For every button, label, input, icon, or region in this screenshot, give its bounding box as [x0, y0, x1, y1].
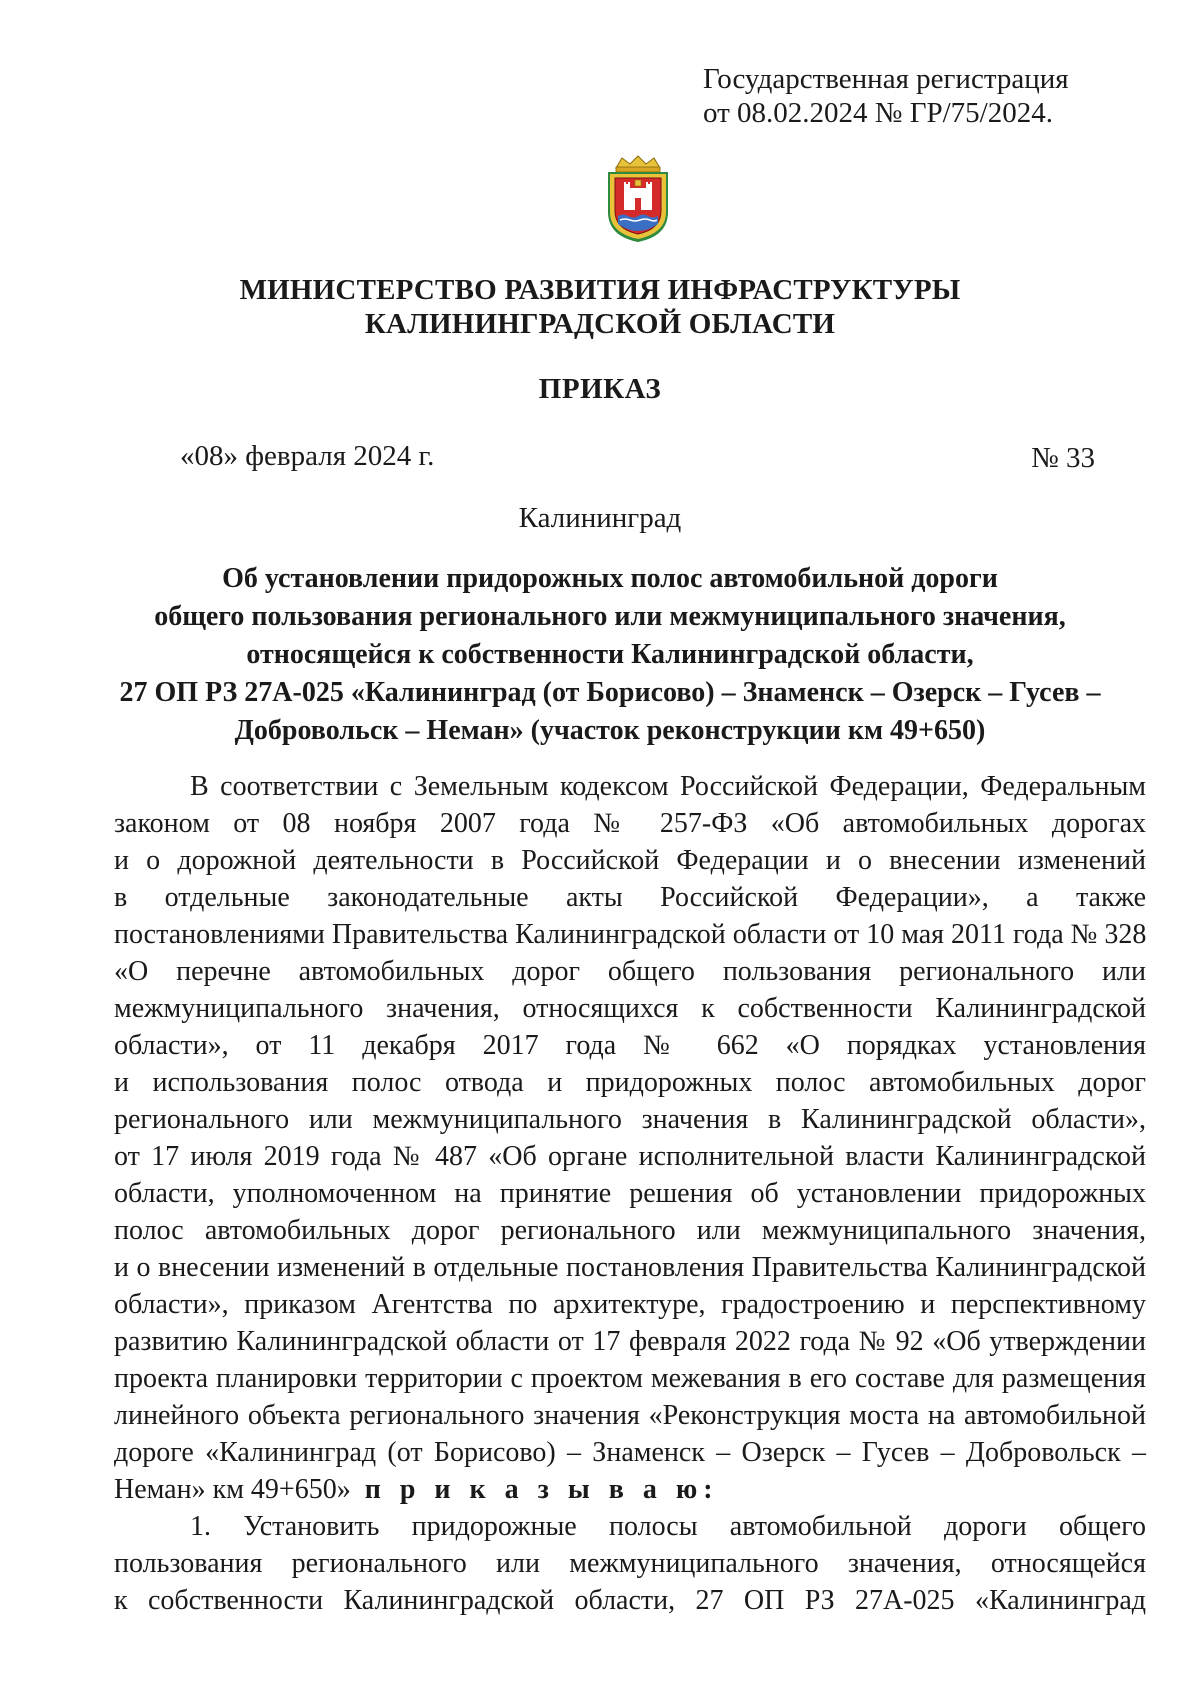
body-line: и о дорожной деятельности в Российской Федерации и о внесении изменений: [114, 845, 1146, 876]
body-line: «О перечне автомобильных дорог общего пользования регионального или: [114, 956, 1146, 987]
body-line: и использования полос отвода и придорожных полос автомобильных дорог: [114, 1067, 1146, 1098]
body-line: от 17 июля 2019 года № 487 «Об органе исполнительной власти Калининградской: [114, 1141, 1146, 1172]
subject-line-1: Об установлении придорожных полос автомобильной дороги: [222, 563, 998, 594]
ministry-line-1: МИНИСТЕРСТВО РАЗВИТИЯ ИНФРАСТРУКТУРЫ: [239, 274, 961, 306]
body-line: межмуниципального значения, относящихся к собственности Калининградской: [114, 993, 1146, 1024]
body-line: в отдельные законодательные акты Российской Федерации», а также: [114, 882, 1146, 913]
body-line: постановлениями Правительства Калининградской области от 10 мая 2011 года № 328: [114, 919, 1147, 950]
order-directive: п р и к а з ы в а ю:: [364, 1474, 719, 1505]
item-1-line: 1. Установить придорожные полосы автомобильной дороги общего: [190, 1511, 1146, 1542]
body-line: проекта планировки территории с проектом межевания в его составе для размещения: [114, 1363, 1146, 1394]
body-line: развитию Калининградской области от 17 февраля 2022 года № 92 «Об утверждении: [114, 1326, 1146, 1357]
body-line: полос автомобильных дорог регионального или межмуниципального значения,: [114, 1215, 1146, 1246]
subject-line-2: общего пользования регионального или межмуниципального значения,: [154, 601, 1066, 632]
registration-line-1: Государственная регистрация: [703, 63, 1069, 95]
body-line: области», приказом Агентства по архитектуре, градостроению и перспективному: [114, 1289, 1146, 1320]
body-line: линейного объекта регионального значения «Реконструкция моста на автомобильной: [114, 1400, 1146, 1431]
subject-line-5: Добровольск – Неман» (участок реконструкции км 49+650): [234, 715, 986, 746]
order-number: № 33: [1031, 442, 1095, 474]
order-body: [114, 768, 1146, 1619]
subject-line-4: 27 ОП РЗ 27А-025 «Калининград (от Борисово) – Знаменск – Озерск – Гусев –: [119, 677, 1101, 708]
order-subject: [110, 560, 1110, 750]
document-type: ПРИКАЗ: [538, 373, 662, 405]
item-1-line: к собственности Калининградской области, 27 ОП РЗ 27А-025 «Калининград: [114, 1585, 1146, 1616]
body-line: регионального или межмуниципального значения в Калининградской области»,: [114, 1104, 1146, 1135]
subject-line-3: относящейся к собственности Калининградской области,: [246, 639, 974, 670]
order-city: Калининград: [518, 502, 682, 534]
body-line: и о внесении изменений в отдельные постановления Правительства Калининградской: [114, 1252, 1146, 1283]
coat-of-arms-icon: [602, 154, 674, 244]
body-line: В соответствии с Земельным кодексом Российской Федерации, Федеральным: [190, 771, 1146, 802]
ministry-title: [100, 273, 1100, 341]
body-line: области», от 11 декабря 2017 года № 662 «О порядках установления: [114, 1030, 1146, 1061]
order-date: «08» февраля 2024 г.: [180, 440, 435, 472]
ministry-line-2: КАЛИНИНГРАДСКОЙ ОБЛАСТИ: [364, 308, 836, 340]
item-1-line: пользования регионального или межмуниципального значения, относящейся: [114, 1548, 1146, 1579]
body-line: законом от 08 ноября 2007 года № 257-ФЗ «Об автомобильных дорогах: [114, 808, 1146, 839]
body-line: области, уполномоченном на принятие решения об установлении придорожных: [114, 1178, 1146, 1209]
body-line: дороге «Калининград (от Борисово) – Знаменск – Озерск – Гусев – Добровольск –: [114, 1437, 1146, 1468]
registration-stamp: [703, 62, 1123, 130]
registration-line-2: от 08.02.2024 № ГР/75/2024.: [703, 97, 1053, 129]
body-last-line-prefix: Неман» км 49+650»: [114, 1474, 351, 1505]
body-line-final: [114, 1471, 1146, 1508]
